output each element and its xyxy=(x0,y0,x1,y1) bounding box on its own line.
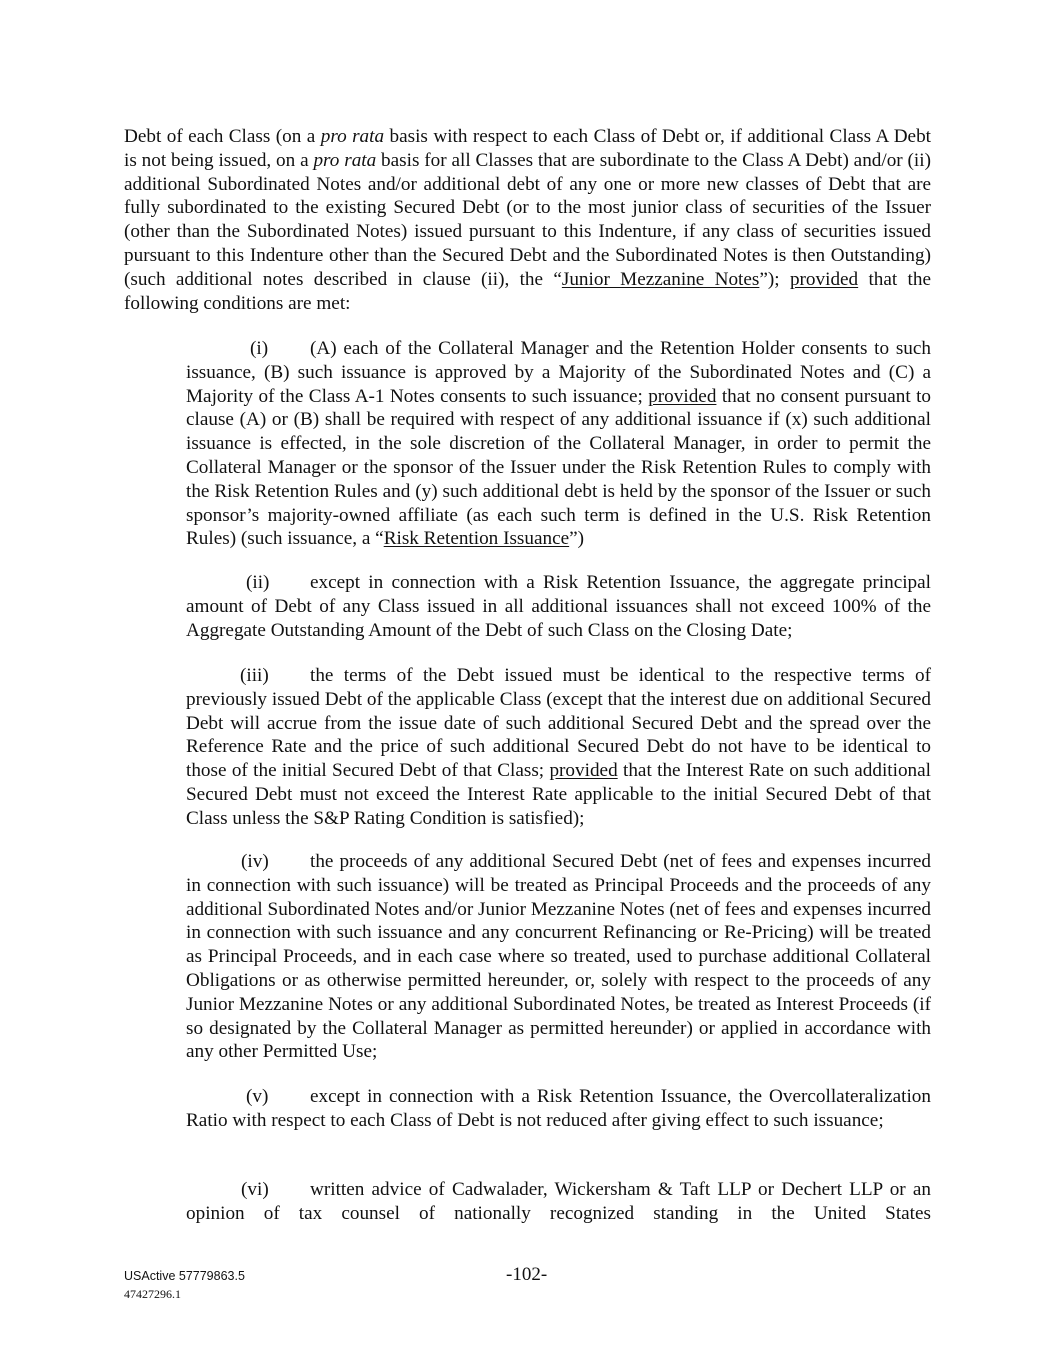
text-run: the terms of the Debt issued must be identical to the respective terms of previously issued Debt of the applicable Class (except that the interest due on additional Secured Debt will accrue from the issue date of such additional Secured Debt and the spread over the Reference Rate and the price of such additional Secured Debt do not have to be identical to those of the initial Secured Debt of that Class; xyxy=(186,665,931,782)
item-number: (iii) xyxy=(240,665,269,686)
item-number: (v) xyxy=(246,1086,269,1107)
text-run: that the following conditions are met: xyxy=(124,268,931,314)
footer-document-id: USActive 57779863.5 xyxy=(124,1269,245,1283)
condition-item-iii xyxy=(186,664,931,831)
condition-item-iv xyxy=(186,850,931,1064)
item-number: (iv) xyxy=(241,851,269,872)
text-run: the proceeds of any additional Secured Debt (net of fees and expenses incurred in connection with such issuance) will be treated as Principal Proceeds and the proceeds of any additional Subordinated Notes and/or Junior Mezzanine Notes (net of fees and expenses incurred in connection with such issuance and any concurrent Refinancing or Re-Pricing) will be treated as Principal Proceeds, and in each case where so treated, used to purchase additional Collateral Obligations or as otherwise permitted hereunder, or, solely with respect to the proceeds of any Junior Mezzanine Notes or any additional Subordinated Notes, be treated as Interest Proceeds (if so designated by the Collateral Manager as permitted hereunder) or applied in accordance with any other Permitted Use; xyxy=(186,851,931,1063)
text-run: that no consent pursuant to clause (A) or (B) shall be required with respect of any additional issuance if (x) such additional issuance is effected, in the sole discretion of the Collateral Manager, in order to permit the Collateral Manager or the sponsor of the Issuer under the Risk Retention Rules to comply with the Risk Retention Rules and (y) such additional debt is held by the sponsor of the Issuer or such sponsor’s majority-owned affiliate (as each such term is defined in the U.S. Risk Retention Rules) (such issuance, a “ xyxy=(186,385,931,550)
provided-term: provided xyxy=(549,760,618,782)
text-run: except in connection with a Risk Retention Issuance, the aggregate principal amount of Debt of any Class issued in all additional issuances shall not exceed 100% of the Aggregate Outstanding Amount of the Debt of such Class on the Closing Date; xyxy=(186,572,931,641)
intro-paragraph xyxy=(124,125,931,315)
condition-item-v xyxy=(186,1085,931,1133)
text-run: written advice of Cadwalader, Wickersham & Taft LLP or Dechert LLP or an opinion of tax counsel of nationally recognized standing in the United States xyxy=(186,1179,931,1224)
text-run: (A) each of the Collateral Manager and the Retention Holder consents to such issuance, (B) such issuance is approved by a Majority of the Subordinated Notes and (C) a Majority of the Class A-1 Notes consents to such issuance; xyxy=(186,338,931,407)
item-number: (ii) xyxy=(246,572,270,593)
footer-document-id-secondary: 47427296.1 xyxy=(124,1287,181,1301)
condition-item-i xyxy=(186,337,931,551)
item-number: (i) xyxy=(250,338,269,359)
defined-term-junior-mezzanine-notes: Junior Mezzanine Notes xyxy=(561,268,760,290)
text-run: ”) xyxy=(569,528,585,550)
italic-term: pro rata xyxy=(313,149,377,171)
text-run: ”); xyxy=(759,268,790,290)
text-run: basis for all Classes that are subordinate to the Class A Debt) and/or (ii) additional Subordinated Notes and/or additional debt of any one or more new classes of Debt that are fully subordinated to the existing Secured Debt (or to the most junior class of securities of the Issuer (other than the Subordinated Notes) issued pursuant to this Indenture, if any class of securities issued pursuant to this Indenture other than the Secured Debt and the Subordinated Notes is then Outstanding) (such additional notes described in clause (ii), the “ xyxy=(124,149,931,290)
text-run: basis with respect to each Class of Debt or, if additional Class A Debt is not being issued, on a xyxy=(124,126,931,171)
text-run: Debt of each Class (on a xyxy=(124,126,321,147)
text-run: except in connection with a Risk Retention Issuance, the Overcollateralization Ratio with respect to each Class of Debt is not reduced after giving effect to such issuance; xyxy=(186,1086,931,1131)
provided-term: provided xyxy=(789,268,859,290)
page-number: -102- xyxy=(506,1264,548,1285)
provided-term: provided xyxy=(648,385,717,407)
defined-term-risk-retention-issuance: Risk Retention Issuance xyxy=(383,528,570,550)
condition-item-ii xyxy=(186,571,931,642)
italic-term: pro rata xyxy=(320,126,385,147)
text-run: that the Interest Rate on such additional Secured Debt must not exceed the Interest Rate applicable to the initial Secured Debt of that Class unless the S&P Rating Condition is satisfied); xyxy=(186,760,932,829)
item-number: (vi) xyxy=(241,1179,269,1200)
condition-item-vi xyxy=(186,1178,931,1226)
